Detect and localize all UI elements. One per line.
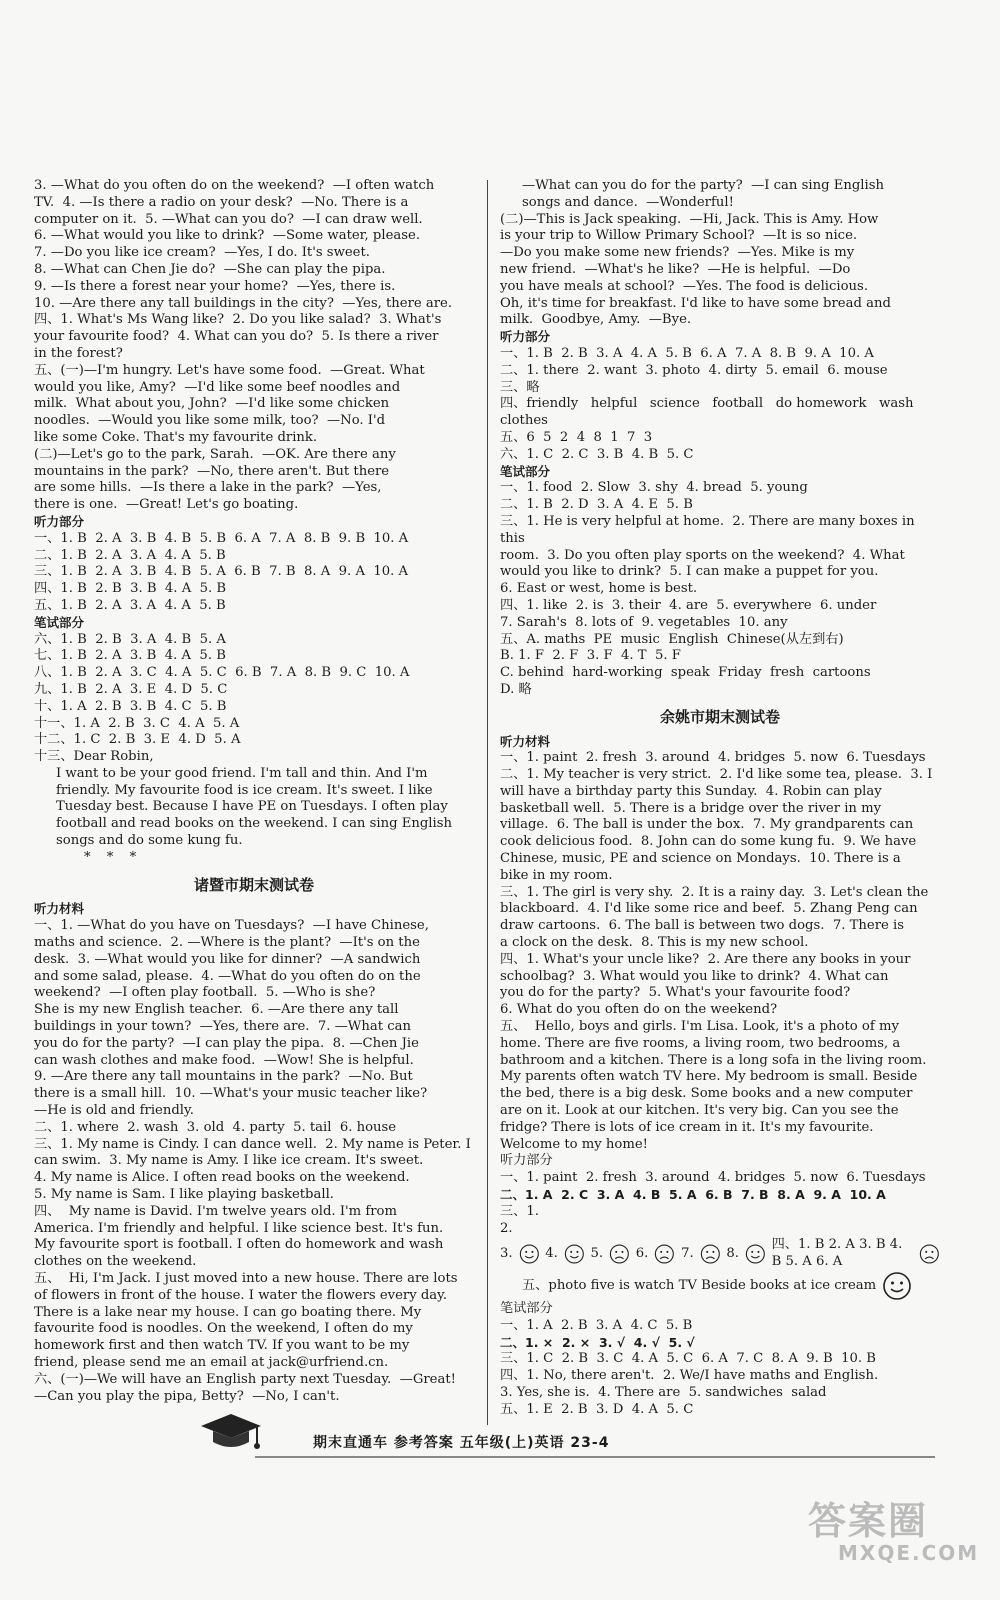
- text-line: 五、(一)—I'm hungry. Let's have some food. —Great. What: [34, 362, 425, 378]
- text-line: is your trip to Willow Primary School? —It is so nice.: [500, 228, 858, 244]
- left-column: [34, 178, 474, 1405]
- text-line: —What can you do for the party? —I can sing English: [522, 178, 884, 193]
- text-line: 四、 My name is David. I'm twelve years old. I'm from: [34, 1203, 397, 1219]
- text-line: My parents often watch TV here. My bedroom is small. Beside: [500, 1069, 918, 1085]
- answer-line: 十一、1. A 2. B 3. C 4. A 5. A: [34, 715, 240, 731]
- text-line: football and read books on the weekend. I can sing English: [56, 816, 452, 832]
- answer-line: C. behind hard-working speak Friday fresh cartoons: [500, 665, 871, 681]
- answer-line: 五、1. B 2. A 3. A 4. A 5. B: [34, 597, 226, 613]
- watermark-domain: MXQE.COM: [838, 1541, 980, 1565]
- text-line: songs and dance. —Wonderful!: [522, 194, 734, 210]
- answer-line: 笔试部分: [500, 1301, 553, 1316]
- answer-line: 三、1. B 2. A 3. B 4. B 5. A 6. B 7. B 8. A 9. A 10. A: [34, 564, 409, 580]
- text-line: 听力部分: [500, 1153, 553, 1169]
- text-line: 四、1. What's your uncle like? 2. Are there any books in your: [500, 951, 911, 967]
- text-line: 五、 Hello, boys and girls. I'm Lisa. Look, it's a photo of my: [500, 1019, 899, 1035]
- answer-line: 二、1. where 2. wash 3. old 4. party 5. tail 6. house: [34, 1119, 397, 1135]
- text-line: clothes on the weekend.: [34, 1254, 197, 1270]
- sad-face-icon: [609, 1239, 630, 1269]
- text-line: the bed, there is a big desk. Some books and a new computer: [500, 1086, 913, 1102]
- answer-line: 三、1.: [500, 1203, 539, 1219]
- face-label: 4.: [545, 1245, 558, 1261]
- answer-line: 3. Yes, she is. 4. There are 5. sandwiches salad: [500, 1384, 827, 1400]
- text-line: of flowers in front of the house. I water the flowers every day.: [34, 1287, 448, 1303]
- text-line: 五、 Hi, I'm Jack. I just moved into a new house. There are lots: [34, 1271, 458, 1286]
- section-heading: 听力材料: [500, 733, 551, 749]
- text-line: 8. —What can Chen Jie do? —She can play the pipa.: [34, 261, 386, 277]
- section-title: 诸暨市期末测试卷: [193, 875, 314, 894]
- section-heading: 听力部分: [500, 329, 551, 345]
- sad-face-icon: [654, 1239, 675, 1269]
- answer-line: 八、1. B 2. A 3. C 4. A 5. C 6. B 7. A 8. B 9. C 10. A: [34, 665, 410, 681]
- text-line: your favourite food? 4. What can you do? 5. Is there a river: [34, 329, 439, 345]
- text-line: (二)—This is Jack speaking. —Hi, Jack. This is Amy. How: [500, 211, 879, 227]
- text-line: 六、(一)—We will have an English party next Tuesday. —Great!: [34, 1371, 456, 1387]
- text-line: Welcome to my home!: [500, 1136, 648, 1152]
- text-line: 9. —Is there a forest near your home? —Yes, there is.: [34, 278, 396, 294]
- page-footer: [195, 1410, 935, 1450]
- answer-line: 四、1. No, there aren't. 2. We/I have maths and English.: [500, 1368, 879, 1384]
- smiley-face-icon: [564, 1239, 585, 1269]
- faces-row: [500, 1237, 940, 1271]
- answer-line: 四、friendly helpful science football do homework wash: [500, 396, 914, 412]
- smiley-face-icon: [745, 1239, 766, 1269]
- answer-line: 二、1. there 2. want 3. photo 4. dirty 5. email 6. mouse: [500, 362, 888, 378]
- answer-line: 十二、1. C 2. B 3. E 4. D 5. A: [34, 732, 241, 748]
- answer-line: 二、1. B 2. A 3. A 4. A 5. B: [34, 547, 226, 563]
- text-line: —Do you make some new friends? —Yes. Mike is my: [500, 245, 855, 261]
- text-line: 9. —Are there any tall mountains in the park? —No. But: [34, 1069, 413, 1085]
- text-line: TV. 4. —Is there a radio on your desk? —No. There is a: [34, 194, 409, 210]
- text-line: —He is old and friendly.: [34, 1103, 194, 1119]
- answer-line: 二、1. B 2. D 3. A 4. E 5. B: [500, 497, 693, 513]
- text-line: There is a lake near my house. I can go boating there. My: [34, 1304, 422, 1320]
- answer-line: 六、1. B 2. B 3. A 4. B 5. A: [34, 631, 226, 647]
- text-line: 二、1. My teacher is very strict. 2. I'd like some tea, please. 3. I: [500, 767, 933, 783]
- text-line: in the forest?: [34, 345, 123, 361]
- text-line: there is one. —Great! Let's go boating.: [34, 497, 299, 513]
- text-line: My favourite sport is football. I often do homework and wash: [34, 1237, 444, 1253]
- text-line: bathroom and a kitchen. There is a long sofa in the living room.: [500, 1052, 927, 1068]
- column-divider: [487, 180, 488, 1425]
- separator-stars: * * *: [84, 849, 143, 865]
- answer-line: clothes: [500, 413, 548, 429]
- answer-line: 2.: [500, 1220, 513, 1236]
- answer-line: 三、1. He is very helpful at home. 2. There are many boxes in this: [500, 513, 919, 546]
- text-line: homework first and then watch TV. If you want to be my: [34, 1338, 410, 1354]
- text-line: noodles. —Would you like some milk, too? —No. I'd: [34, 413, 386, 429]
- section-heading: 笔试部分: [500, 463, 551, 479]
- answer-line: 一、1. B 2. B 3. A 4. A 5. B 6. A 7. A 8. B 9. A 10. A: [500, 345, 874, 361]
- text-line: blackboard. 4. I'd like some rice and beef. 5. Zhang Peng can: [500, 901, 918, 917]
- text-line: 3. —What do you often do on the weekend? —I often watch: [34, 178, 435, 193]
- answer-line: 五、6 5 2 4 8 1 7 3: [500, 429, 653, 445]
- answer-line: 四、1. like 2. is 3. their 4. are 5. everywhere 6. under: [500, 597, 877, 613]
- text-line: 7. —Do you like ice cream? —Yes, I do. It's sweet.: [34, 245, 370, 261]
- text-line: (二)—Let's go to the park, Sarah. —OK. Are there any: [34, 446, 396, 462]
- answer-line: B. 1. F 2. F 3. F 4. T 5. F: [500, 648, 681, 664]
- text-line: Tuesday best. Because I have PE on Tuesdays. I often play: [56, 799, 448, 815]
- section-title: 余姚市期末测试卷: [659, 707, 780, 726]
- text-line: draw cartoons. 6. The ball is between two dogs. 7. There is: [500, 918, 904, 934]
- text-line: mountains in the park? —No, there aren't. But there: [34, 463, 390, 479]
- text-line: can wash clothes and make food. —Wow! She is helpful.: [34, 1052, 414, 1068]
- answer-line: 三、1. C 2. B 3. C 4. A 5. C 6. A 7. C 8. A 9. B 10. B: [500, 1351, 876, 1367]
- text-line: are on it. Look at our kitchen. It's very big. Can you see the: [500, 1103, 899, 1119]
- face-label: 6.: [635, 1245, 649, 1261]
- answer-line: 十、1. A 2. B 3. B 4. C 5. B: [34, 698, 227, 714]
- text-line: computer on it. 5. —What can you do? —I can draw well.: [34, 211, 423, 227]
- face-label: 3.: [500, 1245, 513, 1261]
- faces-row: [500, 1271, 940, 1301]
- text-line: Oh, it's time for breakfast. I'd like to have some bread and: [500, 295, 891, 311]
- text-line: buildings in your town? —Yes, there are. 7. —What can: [34, 1019, 411, 1035]
- text-line: are some hills. —Is there a lake in the park? —Yes,: [34, 480, 382, 496]
- text-line: maths and science. 2. —Where is the plant? —It's on the: [34, 935, 420, 951]
- smiley-face-icon: [882, 1271, 912, 1301]
- text-line: friend, please send me an email at jack@urfriend.cn.: [34, 1354, 389, 1370]
- section-heading: 听力材料: [34, 901, 85, 917]
- section-heading: 听力部分: [34, 513, 85, 529]
- answer-line: 六、1. C 2. C 3. B 4. B 5. C: [500, 446, 694, 462]
- answer-line: 一、1. A 2. B 3. A 4. C 5. B: [500, 1317, 693, 1333]
- text-line: would you like, Amy? —I'd like some beef noodles and: [34, 379, 401, 395]
- text-line: new friend. —What's he like? —He is helpful. —Do: [500, 261, 851, 277]
- text-line: 四、1. What's Ms Wang like? 2. Do you like salad? 3. What's: [34, 312, 442, 328]
- text-line: friendly. My favourite food is ice cream. It's sweet. I like: [56, 782, 433, 798]
- face-label: 五、photo five is watch TV Beside books at ice cream: [522, 1277, 877, 1293]
- sad-face-icon: [700, 1239, 721, 1269]
- watermark-chinese: 答案圈: [808, 1499, 929, 1543]
- text-line: there is a small hill. 10. —What's your music teacher like?: [34, 1086, 428, 1102]
- text-line: I want to be your good friend. I'm tall and thin. And I'm: [56, 765, 428, 781]
- answer-line: room. 3. Do you often play sports on the weekend? 4. What: [500, 547, 905, 563]
- text-line: milk. What about you, John? —I'd like some chicken: [34, 396, 390, 412]
- sad-face-icon: [919, 1239, 940, 1269]
- section-heading: 笔试部分: [34, 614, 85, 630]
- answer-line: 四、1. B 2. B 3. B 4. A 5. B: [34, 581, 227, 597]
- graduation-cap-icon: [195, 1410, 265, 1458]
- text-line: —Can you play the pipa, Betty? —No, I can't.: [34, 1388, 340, 1404]
- text-line: will have a birthday party this Sunday. 4. Robin can play: [500, 783, 882, 799]
- text-line: 三、1. My name is Cindy. I can dance well. 2. My name is Peter. I: [34, 1136, 471, 1152]
- answer-line: 6. East or west, home is best.: [500, 581, 698, 597]
- text-line: you have meals at school? —Yes. The food is delicious.: [500, 278, 869, 294]
- text-line: songs and do some kung fu.: [56, 833, 243, 849]
- text-line: home. There are five rooms, a living room, two bedrooms, a: [500, 1035, 901, 1051]
- text-line: 5. My name is Sam. I like playing basketball.: [34, 1187, 334, 1203]
- text-line: you do for the party? 5. What's your favourite food?: [500, 985, 851, 1001]
- answer-line: 七、1. B 2. A 3. B 4. A 5. B: [34, 648, 226, 664]
- answer-line: would you like to drink? 5. I can make a puppet for you.: [500, 564, 879, 580]
- text-line: you do for the party? —I can play the pipa. 8. —Chen Jie: [34, 1035, 419, 1051]
- answer-line: 一、1. food 2. Slow 3. shy 4. bread 5. young: [500, 480, 808, 496]
- section-heading: 二、1. × 2. × 3. √ 4. √ 5. √: [500, 1334, 695, 1350]
- answer-line: D. 略: [500, 681, 532, 697]
- answer-line: 十三、Dear Robin,: [34, 749, 154, 765]
- text-line: fridge? There is lots of ice cream in it. It's my favourite.: [500, 1119, 874, 1135]
- text-line: cook delicious food. 8. John can do some kung fu. 9. We have: [500, 834, 917, 850]
- face-label: 8.: [726, 1245, 739, 1261]
- text-line: 6. —What would you like to drink? —Some water, please.: [34, 228, 421, 244]
- text-line: America. I'm friendly and helpful. I like science best. It's fun.: [34, 1220, 444, 1236]
- footer-label: 期末直通车 参考答案 五年级(上)英语 23-4: [313, 1435, 610, 1451]
- answer-line: 五、A. maths PE music English Chinese(从左到右): [500, 631, 844, 647]
- text-line: 一、1. —What do you have on Tuesdays? —I have Chinese,: [34, 918, 429, 934]
- face-label: 7.: [681, 1245, 694, 1261]
- text-line: village. 6. The ball is under the box. 7. My grandparents can: [500, 817, 914, 833]
- text-line: She is my new English teacher. 6. —Are there any tall: [34, 1002, 399, 1018]
- text-line: schoolbag? 3. What would you like to drink? 4. What can: [500, 968, 889, 984]
- text-line: 三、1. The girl is very shy. 2. It is a rainy day. 3. Let's clean the: [500, 884, 929, 900]
- answer-line: 7. Sarah's 8. lots of 9. vegetables 10. any: [500, 614, 788, 630]
- answer-line: 五、1. E 2. B 3. D 4. A 5. C: [500, 1401, 694, 1417]
- text-line: 10. —Are there any tall buildings in the city? —Yes, there are.: [34, 295, 453, 311]
- text-line: basketball well. 5. There is a bridge over the river in my: [500, 800, 882, 816]
- section-heading: 二、1. A 2. C 3. A 4. B 5. A 6. B 7. B 8. A 9. A 10. A: [500, 1187, 886, 1203]
- text-line: can swim. 3. My name is Amy. I like ice cream. It's sweet.: [34, 1153, 424, 1169]
- text-line: milk. Goodbye, Amy. —Bye.: [500, 312, 692, 328]
- site-watermark: [808, 1490, 988, 1590]
- face-label: 5.: [590, 1245, 604, 1261]
- right-column: [500, 178, 940, 1419]
- footer-rule: [255, 1456, 935, 1458]
- text-line: bike in my room.: [500, 867, 613, 883]
- text-line: 4. My name is Alice. I often read books on the weekend.: [34, 1170, 410, 1186]
- answer-line: 一、1. B 2. A 3. B 4. B 5. B 6. A 7. A 8. B 9. B 10. A: [34, 530, 409, 546]
- answer-line: 九、1. B 2. A 3. E 4. D 5. C: [34, 681, 228, 697]
- text-line: like some Coke. That's my favourite drink.: [34, 429, 318, 445]
- text-line: 一、1. paint 2. fresh 3. around 4. bridges 5. now 6. Tuesdays: [500, 750, 926, 766]
- text-line: 6. What do you often do on the weekend?: [500, 1002, 778, 1018]
- text-line: desk. 3. —What would you like for dinner? —A sandwich: [34, 951, 421, 967]
- text-line: 一、1. paint 2. fresh 3. around 4. bridges 5. now 6. Tuesdays: [500, 1170, 926, 1186]
- answer-line: 三、略: [500, 379, 540, 395]
- text-line: a clock on the desk. 8. This is my new school.: [500, 935, 809, 951]
- text-line: weekend? —I often play football. 5. —Who is she?: [34, 985, 376, 1001]
- smiley-face-icon: [519, 1239, 540, 1269]
- text-line: and some salad, please. 4. —What do you often do on the: [34, 968, 421, 984]
- text-line: Chinese, music, PE and science on Mondays. 10. There is a: [500, 851, 901, 867]
- face-label: 四、1. B 2. A 3. B 4. B 5. A 6. A: [771, 1237, 903, 1270]
- text-line: favourite food is noodles. On the weekend, I often do my: [34, 1321, 413, 1337]
